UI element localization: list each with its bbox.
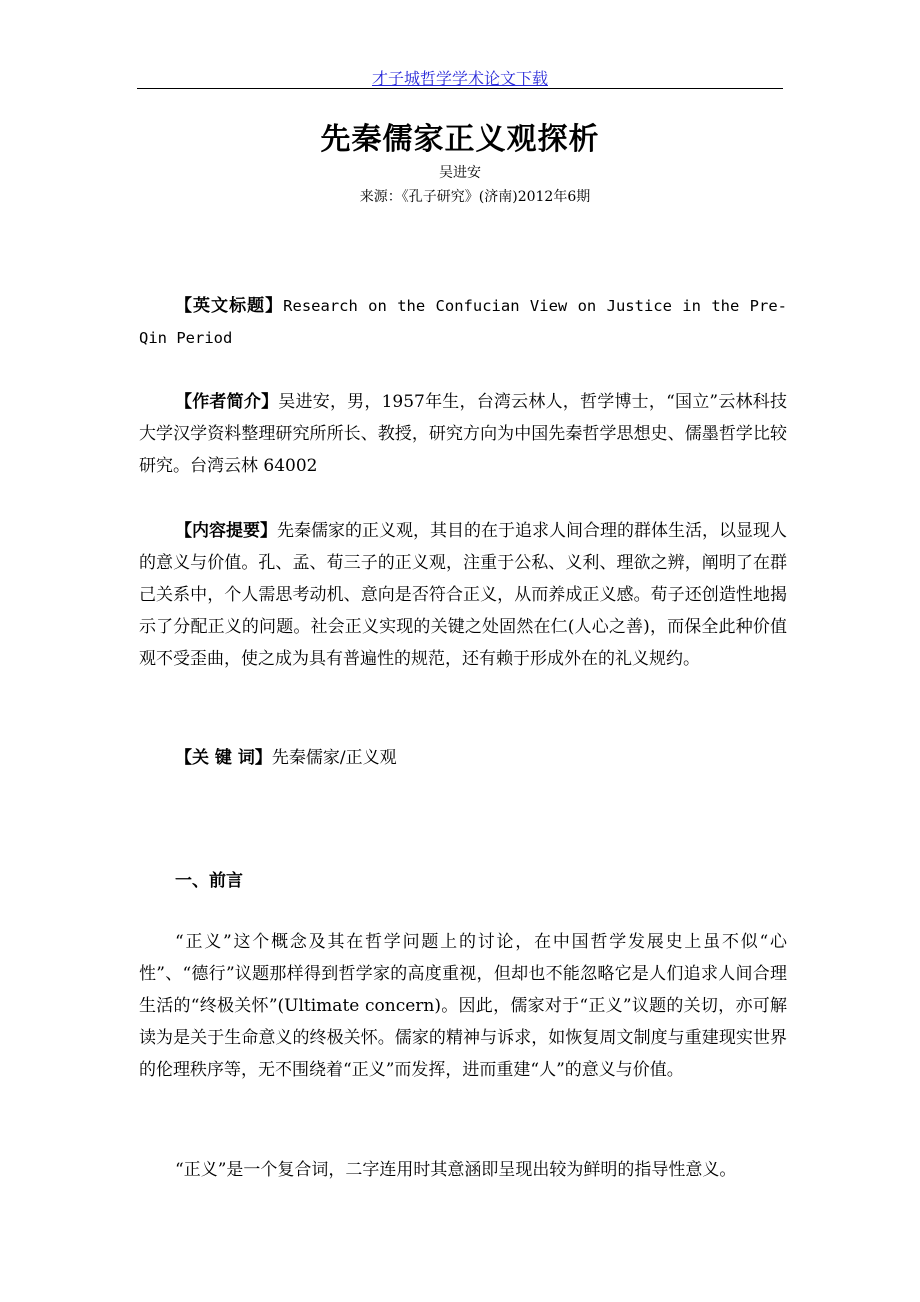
article-source: 来源：《孔子研究》(济南)2012年6期 xyxy=(359,189,591,205)
author-bio-label: 【作者简介】 xyxy=(175,392,279,412)
english-title-paragraph xyxy=(139,290,787,354)
keywords-text: 先秦儒家/正义观 xyxy=(271,748,397,768)
english-title-label: 【英文标题】 xyxy=(175,296,284,316)
header-divider xyxy=(137,88,783,89)
body-paragraph-2: “正义”是一个复合词，二字连用时其意涵即呈现出较为鲜明的指导性意义。 xyxy=(175,1160,737,1180)
english-title-text: Research on the Confucian View on Justice in the Pre-Qin Period xyxy=(139,297,788,347)
keywords-paragraph xyxy=(139,742,787,774)
header-download-link[interactable]: 才子城哲学学术论文下载 xyxy=(371,69,548,88)
keywords-label: 【关 键 词】 xyxy=(175,748,272,768)
abstract-label: 【内容提要】 xyxy=(175,521,277,541)
abstract-paragraph xyxy=(139,515,787,675)
section-heading: 一、前言 xyxy=(175,871,243,891)
abstract-text: 先秦儒家的正义观，其目的在于追求人间合理的群体生活，以显现人的意义与价值。孔、孟、荀三子的正义观，注重于公私、义利、理欲之辨，阐明了在群己关系中，个人需思考动机、意向是否符合正义，从而养成正义感。荀子还创造性地揭示了分配正义的问题。社会正义实现的关键之处固然在仁(人心之善)，而保全此种价值观不受歪曲，使之成为具有普遍性的规范，还有赖于形成外在的礼义规约。 xyxy=(139,521,787,669)
author-bio-paragraph xyxy=(139,386,787,482)
author-name: 吴进安 xyxy=(439,165,481,181)
body-paragraph: “正义”这个概念及其在哲学问题上的讨论，在中国哲学发展史上虽不似“心性”、“德行”议题那样得到哲学家的高度重视，但却也不能忽略它是人们追求人间合理生活的“终极关怀”(Ultimate concern)。因此，儒家对于“正义”议题的关切，亦可解读为是关于生命意义的终极关怀。儒家的精神与诉求，如恢复周文制度与重建现实世界的伦理秩序等，无不围绕着“正义”而发挥，进而重建“人”的意义与价值。 xyxy=(139,932,787,1080)
author-bio-text: 吴进安，男，1957年生，台湾云林人，哲学博士，“国立”云林科技大学汉学资料整理研究所所长、教授，研究方向为中国先秦哲学思想史、儒墨哲学比较研究。台湾云林 64002 xyxy=(139,392,787,476)
page-title: 先秦儒家正义观探析 xyxy=(320,122,600,157)
